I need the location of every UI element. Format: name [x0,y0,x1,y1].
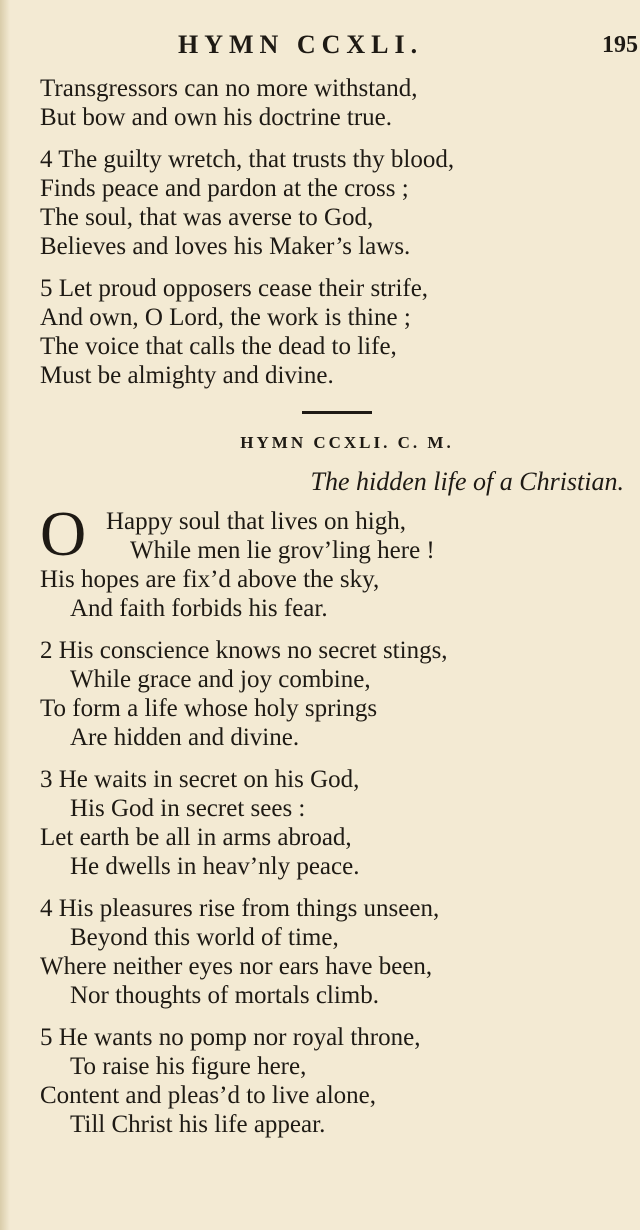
verse-line: His God in secret sees : [70,795,306,822]
verse-line: Believes and loves his Maker’s laws. [40,233,411,260]
verse-line: And faith forbids his fear. [70,595,328,622]
verse-line: Are hidden and divine. [70,724,300,751]
verse-line: Let earth be all in arms abroad, [40,824,352,851]
verse [40,894,630,1010]
verse-line: Finds peace and pardon at the cross ; [40,175,409,202]
verse-line: While grace and joy combine, [70,666,371,693]
verse-line: But bow and own his doctrine true. [40,104,393,131]
verse-line: He dwells in heav’nly peace. [70,853,360,880]
first-verse [40,498,630,623]
verse-line: 4 The guilty wretch, that trusts thy blood, [40,146,455,173]
hymn-subtitle: The hidden life of a Christian. [310,467,624,496]
verse-line: Content and pleas’d to live alone, [40,1082,377,1109]
verse-line: Nor thoughts of mortals climb. [70,982,379,1009]
verse-line: 2 His conscience knows no secret stings, [40,637,448,664]
verse-line: While men lie grov’ling here ! [130,537,435,564]
page-number: 195 [602,32,638,58]
verse-line: 4 His pleasures rise from things unseen, [40,895,440,922]
verse [40,1023,630,1139]
verse-line: Beyond this world of time, [70,924,339,951]
drop-cap: O [40,498,87,569]
divider-rule [302,411,372,414]
hymn-title: HYMN CCXLI. C. M. [240,433,454,452]
verse-line: Happy soul that lives on high, [106,508,406,535]
page-content [40,74,630,1152]
verse [40,74,630,132]
verse-line: The voice that calls the dead to life, [40,333,397,360]
verse-line: Transgressors can no more withstand, [40,75,418,102]
verse-line: 3 He waits in secret on his God, [40,766,360,793]
running-title: HYMN CCXLI. [178,30,424,59]
verse-line: Where neither eyes nor ears have been, [40,953,433,980]
verse-line: To raise his figure here, [70,1053,307,1080]
verse [40,636,630,752]
verse-line: The soul, that was averse to God, [40,204,374,231]
verse-line: And own, O Lord, the work is thine ; [40,304,411,331]
page-header [0,30,640,66]
verse [40,765,630,881]
section-divider [40,403,630,427]
verse-line: Must be almighty and divine. [40,362,334,389]
verse-line: 5 He wants no pomp nor royal throne, [40,1024,421,1051]
verse-line: Till Christ his life appear. [70,1111,326,1138]
hymn-verses [40,636,630,1139]
verse-line: To form a life whose holy springs [40,695,378,722]
page-gutter-shadow [0,0,10,1230]
continued-hymn-verses [40,74,630,390]
verse [40,274,630,390]
verse-line: His hopes are fix’d above the sky, [40,566,380,593]
verse [40,145,630,261]
verse-line: 5 Let proud opposers cease their strife, [40,275,429,302]
